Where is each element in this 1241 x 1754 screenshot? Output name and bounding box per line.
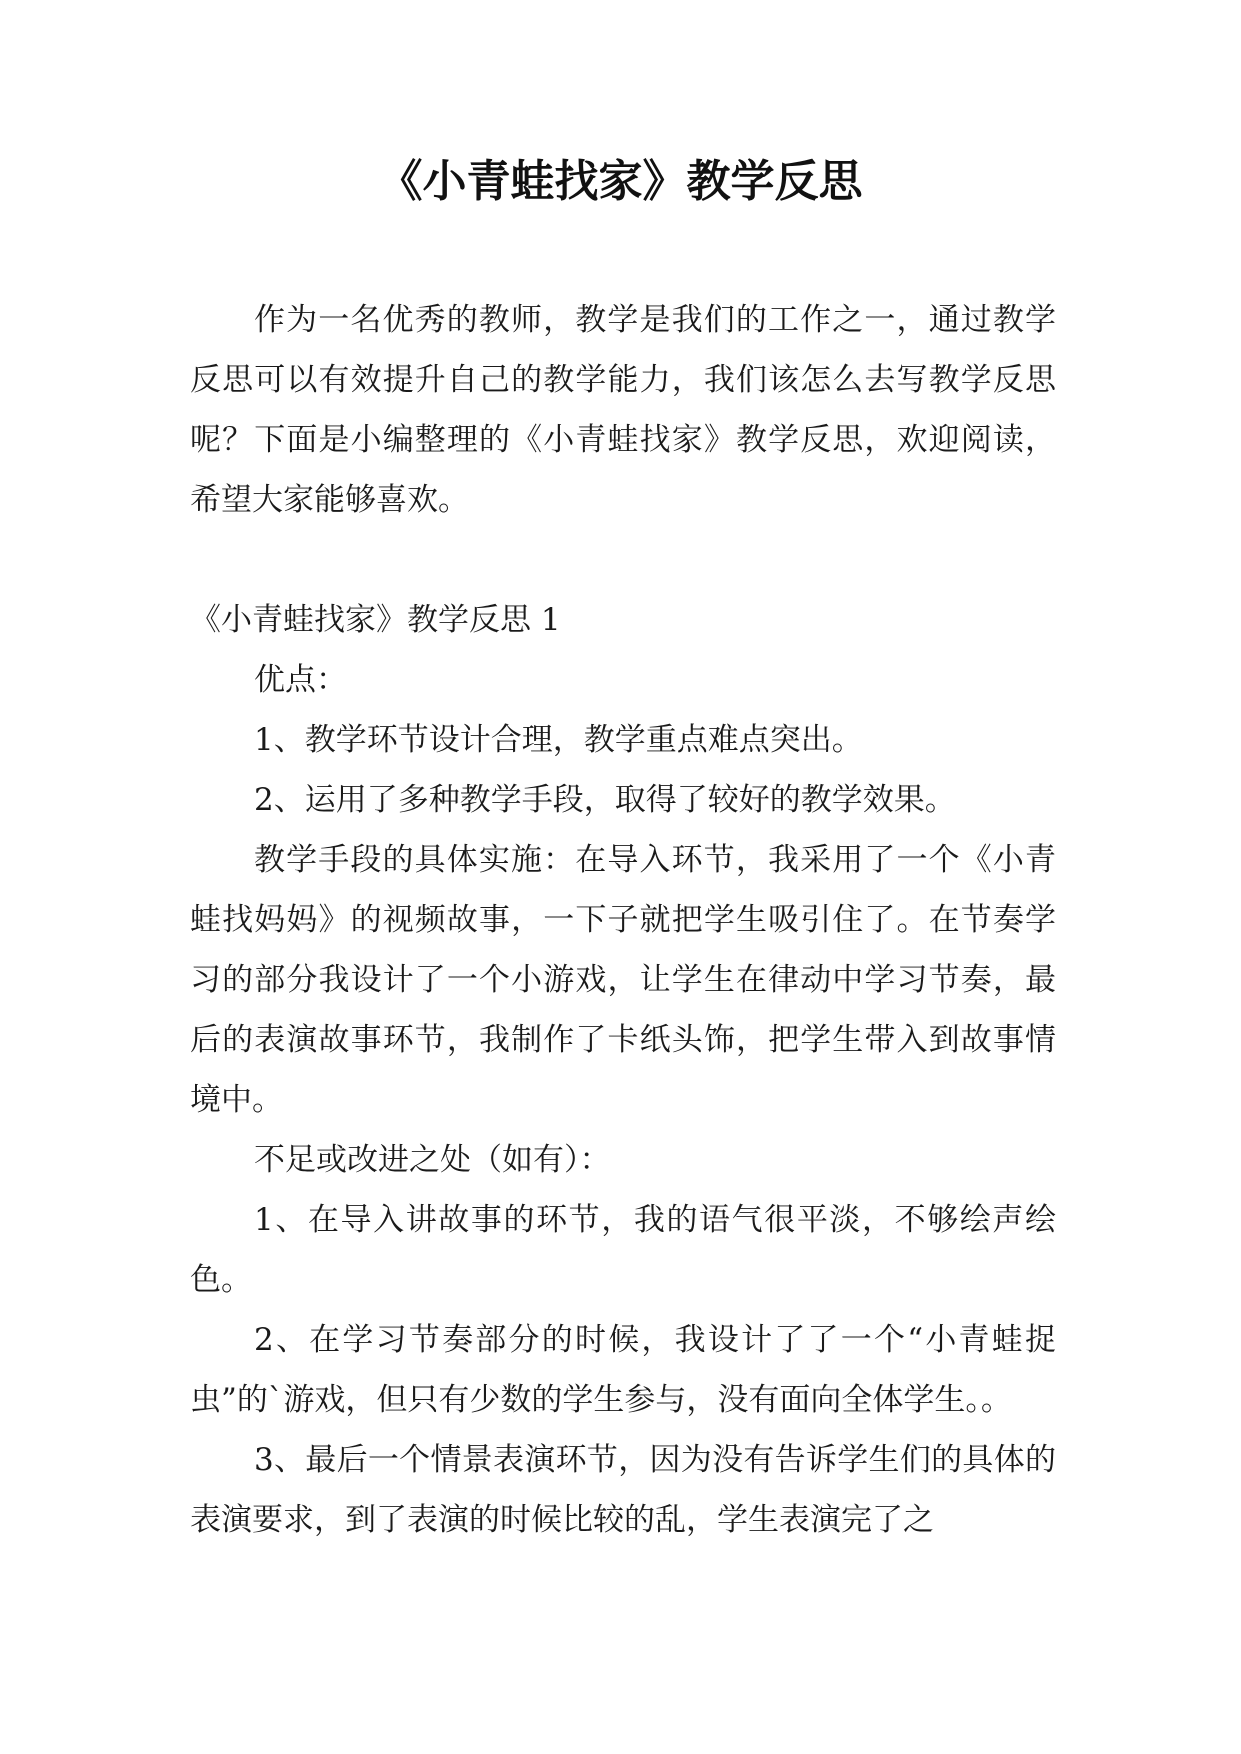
paragraph-implementation: 教学手段的具体实施：在导入环节，我采用了一个《小青蛙找妈妈》的视频故事，一下子就把学生吸引住了。在节奏学习的部分我设计了一个小游戏，让学生在律动中学习节奏，最后的表演故事环节，我制作了卡纸头饰，把学生带入到故事情境中。 bbox=[190, 842, 1056, 1118]
paragraph-shortcoming-1: 1、在导入讲故事的环节，我的语气很平淡，不够绘声绘色。 bbox=[190, 1202, 1056, 1298]
paragraph-advantage-1: 1、教学环节设计合理，教学重点难点突出。 bbox=[254, 722, 863, 758]
paragraph-shortcoming-2: 2、在学习节奏部分的时候，我设计了了一个“小青蛙捉虫”的`游戏，但只有少数的学生参与，没有面向全体学生。。 bbox=[190, 1322, 1056, 1418]
paragraph-shortcomings-label: 不足或改进之处（如有）： bbox=[254, 1142, 611, 1178]
document-body bbox=[190, 290, 1056, 1550]
intro-paragraph: 作为一名优秀的教师，教学是我们的工作之一，通过教学反思可以有效提升自己的教学能力，我们该怎么去写教学反思呢？下面是小编整理的《小青蛙找家》教学反思，欢迎阅读，希望大家能够喜欢。 bbox=[190, 302, 1056, 518]
section-heading: 《小青蛙找家》教学反思 1 bbox=[190, 602, 561, 638]
paragraph-advantages-label: 优点： bbox=[254, 662, 347, 698]
paragraph-shortcoming-3: 3、最后一个情景表演环节，因为没有告诉学生们的具体的表演要求，到了表演的时候比较的乱，学生表演完了之 bbox=[190, 1442, 1056, 1538]
document-title: 《小青蛙找家》教学反思 bbox=[378, 156, 863, 207]
paragraph-advantage-2: 2、运用了多种教学手段，取得了较好的教学效果。 bbox=[254, 782, 956, 818]
